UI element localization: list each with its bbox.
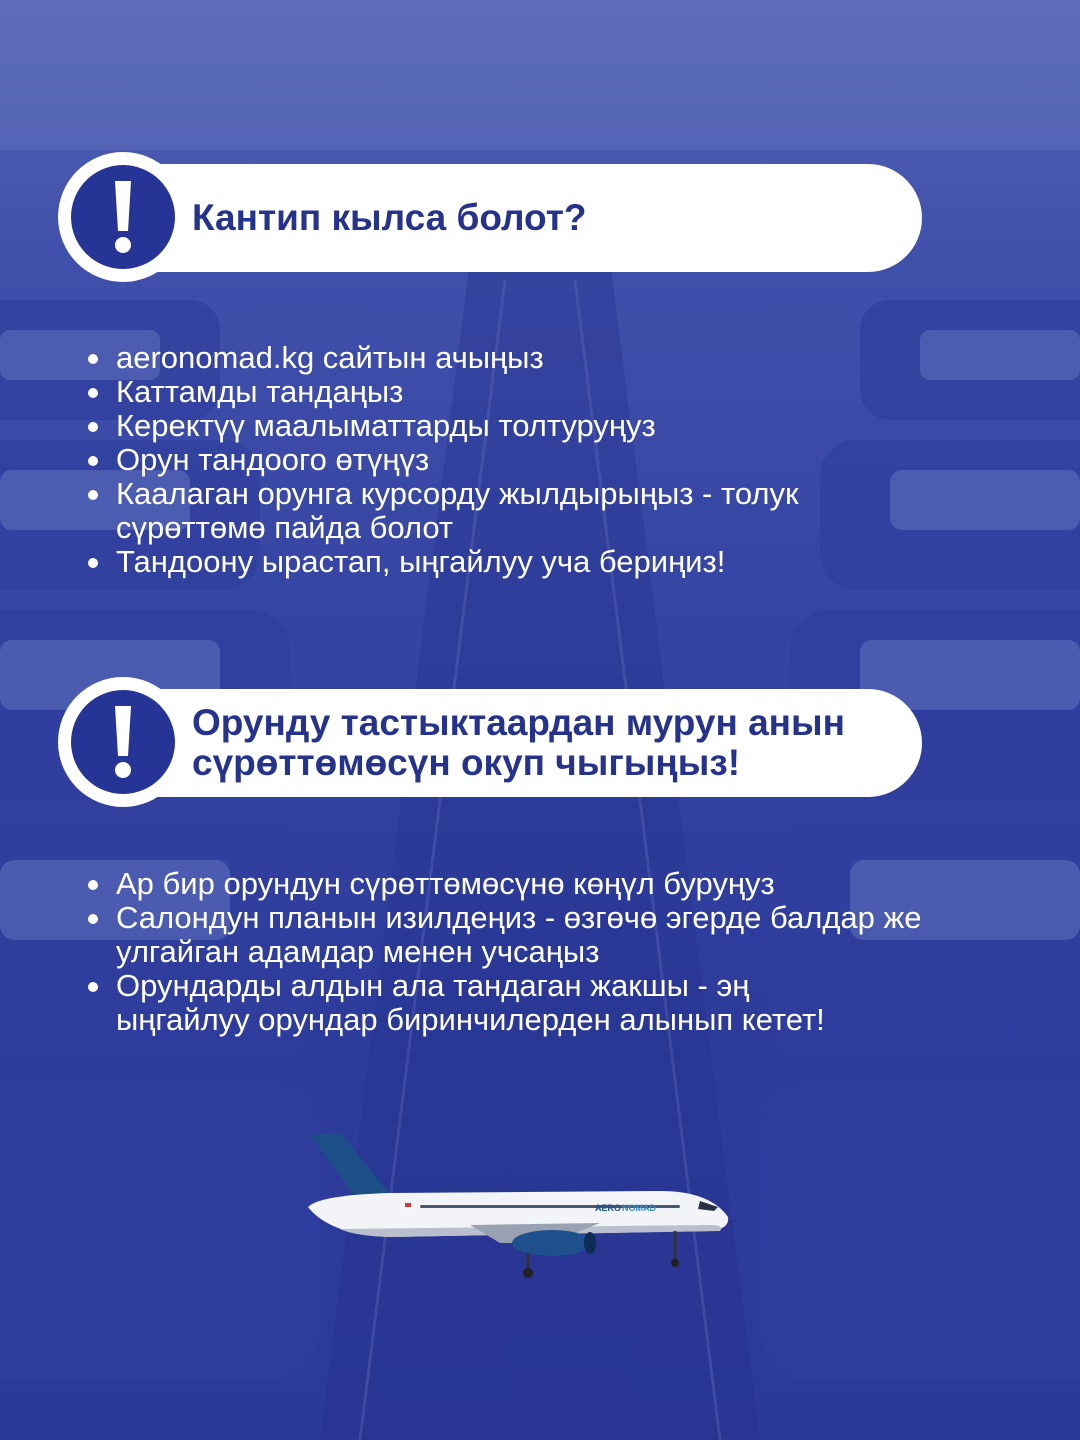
alert-badge-1: [58, 152, 188, 282]
list-item: Орундарды алдын ала тандаган жакшы - эң ыңгайлуу орундар биринчилерден алынып кетет!: [86, 969, 876, 1037]
exclamation-icon: [71, 690, 175, 794]
section-2-title: Орунду тастыктаардан мурун анын сүрөттөмөсүн окуп чыгыңыз!: [192, 702, 845, 783]
section-1-steps-list: [86, 341, 986, 579]
list-item: aeronomad.kg сайтын ачыңыз: [86, 341, 986, 375]
list-item: Каалаган орунга курсорду жылдырыңыз - толук сүрөттөмө пайда болот: [86, 477, 876, 545]
exclamation-icon: [71, 165, 175, 269]
alert-badge-2: [58, 677, 188, 807]
section-1-title: Кантип кылса болот?: [192, 197, 587, 238]
list-item: Керектүү маалыматтарды толтуруңуз: [86, 409, 986, 443]
airplane-illustration: [300, 1125, 740, 1285]
list-item: Ар бир орундун сүрөттөмөсүнө көңүл буруңуз: [86, 867, 926, 901]
list-item: Салондун планын изилдеңиз - өзгөчө эгерде балдар же улгайган адамдар менен учсаңыз: [86, 901, 926, 969]
section-1-banner: [100, 164, 922, 272]
section-2-banner: [100, 689, 922, 797]
list-item: Каттамды тандаңыз: [86, 375, 986, 409]
plane-logo-aero: AERO: [595, 1203, 622, 1213]
section-2-tips-list: [86, 867, 926, 1037]
list-item: Орун тандоого өтүңүз: [86, 443, 986, 477]
plane-logo-nomad: NOMAD: [622, 1203, 656, 1213]
list-item: Тандоону ырастап, ыңгайлуу уча бериңиз!: [86, 545, 986, 579]
